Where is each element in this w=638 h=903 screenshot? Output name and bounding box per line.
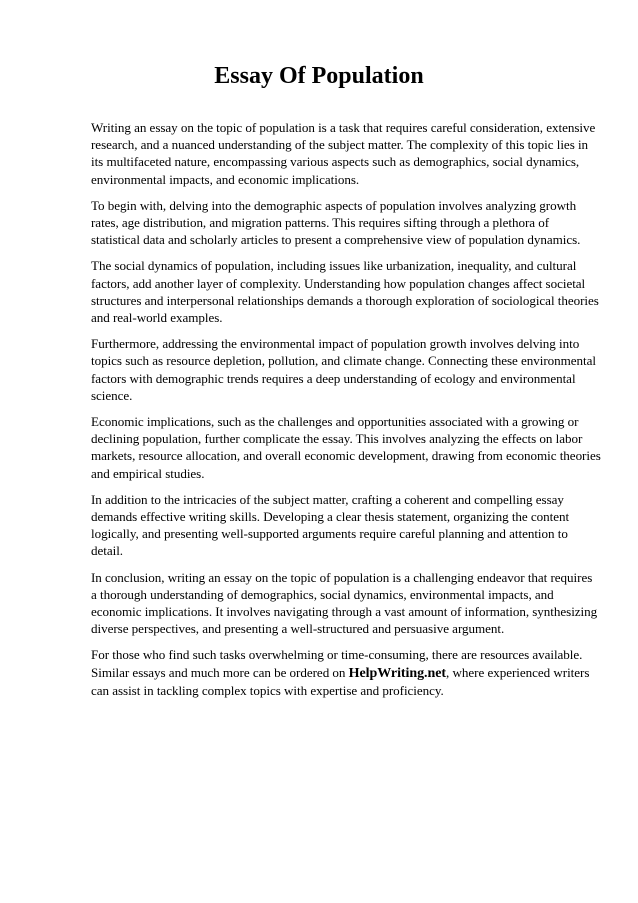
paragraph-intro: Writing an essay on the topic of population is a task that requires careful consideration, extensive research, and a nuanced understanding of the subject matter. The complexity of this topic lies in its multifaceted nature, encompassing various aspects such as demographics, social dynamics, environmental impacts, and economic implications. — [91, 120, 596, 187]
paragraph-closing — [91, 646, 601, 699]
closing-text-after-link: , where experienced writers can assist in tackling complex topics with expertise and proficiency. — [91, 664, 590, 698]
page-title: Essay Of Population — [214, 63, 424, 89]
paragraph-writing-skills: In addition to the intricacies of the subject matter, crafting a coherent and compelling essay demands effective writing skills. Developing a clear thesis statement, organizing the content logically, and presenting well-supported arguments require careful planning and attention to detail. — [91, 491, 570, 559]
closing-text-before-link: For those who find such tasks overwhelming or time-consuming, there are resources available. Similar essays and much more can be ordered on — [91, 647, 583, 680]
paragraph-demographics: To begin with, delving into the demographic aspects of population involves analyzing growth rates, age distribution, and migration patterns. This requires sifting through a plethora of statistical data and scholarly articles to present a comprehensive view of population dynamics. — [91, 197, 581, 248]
helpwriting-link[interactable]: HelpWriting.net — [348, 665, 447, 681]
paragraph-social-dynamics: The social dynamics of population, including issues like urbanization, inequality, and cultural factors, add another layer of complexity. Understanding how population changes affect societal structures and interpersonal relationships demands a thorough exploration of sociological theories and real-world examples. — [91, 258, 599, 326]
essay-body — [91, 119, 601, 699]
paragraph-economic: Economic implications, such as the challenges and opportunities associated with a growing or declining population, further complicate the essay. This involves analyzing the effects on labor markets, resource allocation, and overall economic development, drawing from economic theories and empirical studies. — [91, 414, 601, 481]
paragraph-conclusion: In conclusion, writing an essay on the topic of population is a challenging endeavor that requires a thorough understanding of demographics, social dynamics, environmental impacts, and economic implications. It involves navigating through a vast amount of information, synthesizing diverse perspectives, and presenting a well-structured and persuasive argument. — [91, 569, 598, 637]
paragraph-environmental: Furthermore, addressing the environmental impact of population growth involves delving into topics such as resource depletion, pollution, and climate change. Connecting these environmental factors with demographic trends requires a deep understanding of ecology and environmental science. — [91, 336, 596, 403]
